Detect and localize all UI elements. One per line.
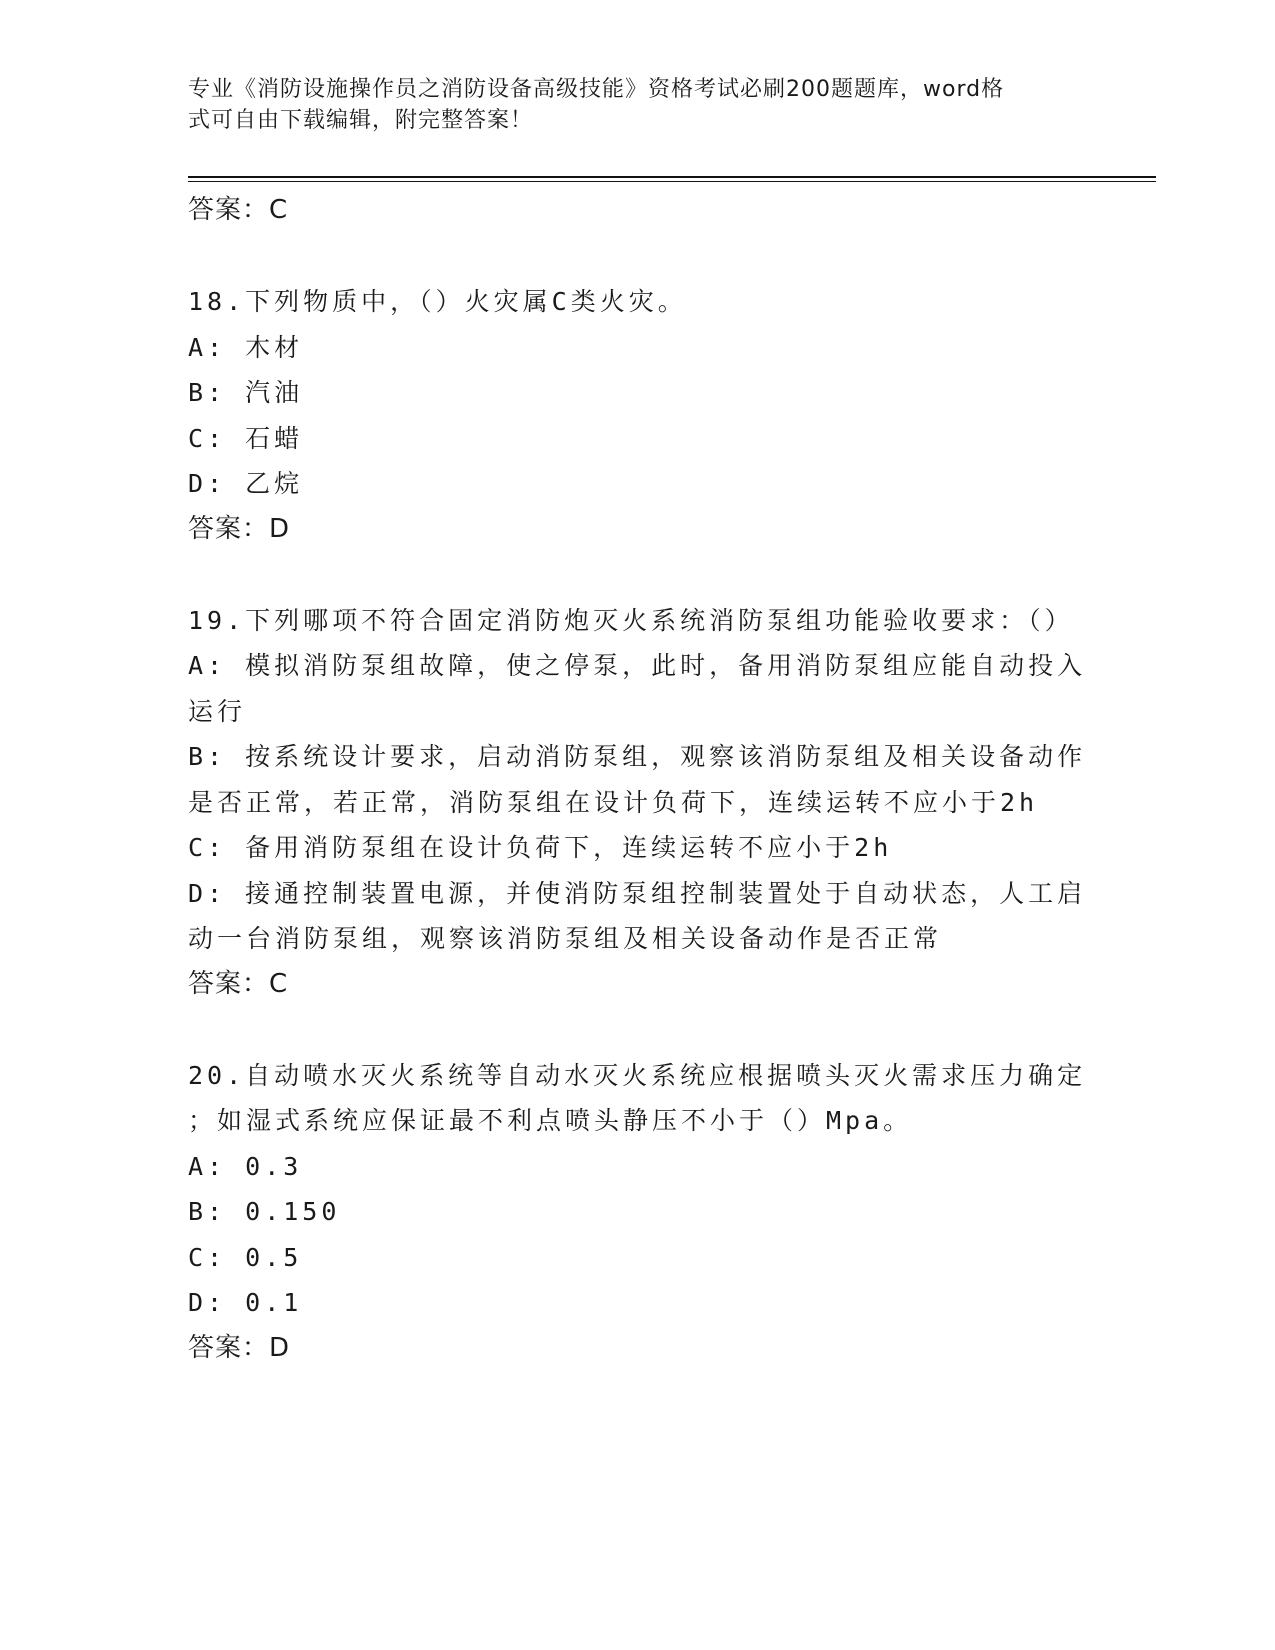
question-19 [188,598,1088,1008]
question-stem-continued: ；如湿式系统应保证最不利点喷头静压不小于（）Mpa。 [188,1106,913,1135]
header-divider-thick [188,176,1156,178]
question-stem: 19.下列哪项不符合固定消防炮灭火系统消防泵组功能验收要求：（） [188,605,1074,635]
spacer [188,1007,1088,1053]
header-line-2: 式可自由下载编辑，附完整答案！ [188,108,534,133]
option-c: C: 0.5 [188,1242,303,1272]
option-d-continued: 动一台消防泵组，观察该消防泵组及相关设备动作是否正常 [188,924,943,953]
option-c: C: 备用消防泵组在设计负荷下，连续运转不应小于2h [188,833,893,862]
option-a: A: 木材 [188,332,304,362]
option-a: A: 0.3 [188,1151,303,1181]
spacer [188,552,1088,598]
option-b: B: 0.150 [188,1197,341,1226]
option-c: C: 石蜡 [188,423,304,453]
question-stem: 20.自动喷水灭火系统等自动水灭火系统应根据喷头灭火需求压力确定 [188,1060,1087,1090]
answer: 答案：D [188,1332,291,1363]
option-b: B: 汽油 [188,378,304,407]
question-18 [188,279,1088,552]
document-header [188,74,1068,136]
spacer [188,234,1088,280]
option-d: D: 乙烷 [188,469,304,498]
header-divider-thin [188,181,1156,182]
answer: 答案：C [188,968,289,999]
option-b-continued: 是否正常，若正常，消防泵组在设计负荷下，连续运转不应小于2h [188,787,1039,817]
question-20 [188,1053,1088,1372]
option-d: D: 0.1 [188,1288,303,1317]
option-b: B: 按系统设计要求，启动消防泵组，观察该消防泵组及相关设备动作 [188,742,1087,771]
question-list [188,188,1088,1371]
previous-answer: 答案：C [188,195,289,225]
header-line-1: 专业《消防设施操作员之消防设备高级技能》资格考试必刷200题题库，word格 [188,77,1005,102]
option-d: D: 接通控制装置电源，并使消防泵组控制装置处于自动状态，人工启 [188,878,1087,908]
option-a-continued: 运行 [188,696,247,726]
option-a: A: 模拟消防泵组故障，使之停泵，此时，备用消防泵组应能自动投入 [188,651,1087,680]
answer: 答案：D [188,513,291,544]
question-stem: 18.下列物质中，（）火灾属C类火灾。 [188,287,687,316]
